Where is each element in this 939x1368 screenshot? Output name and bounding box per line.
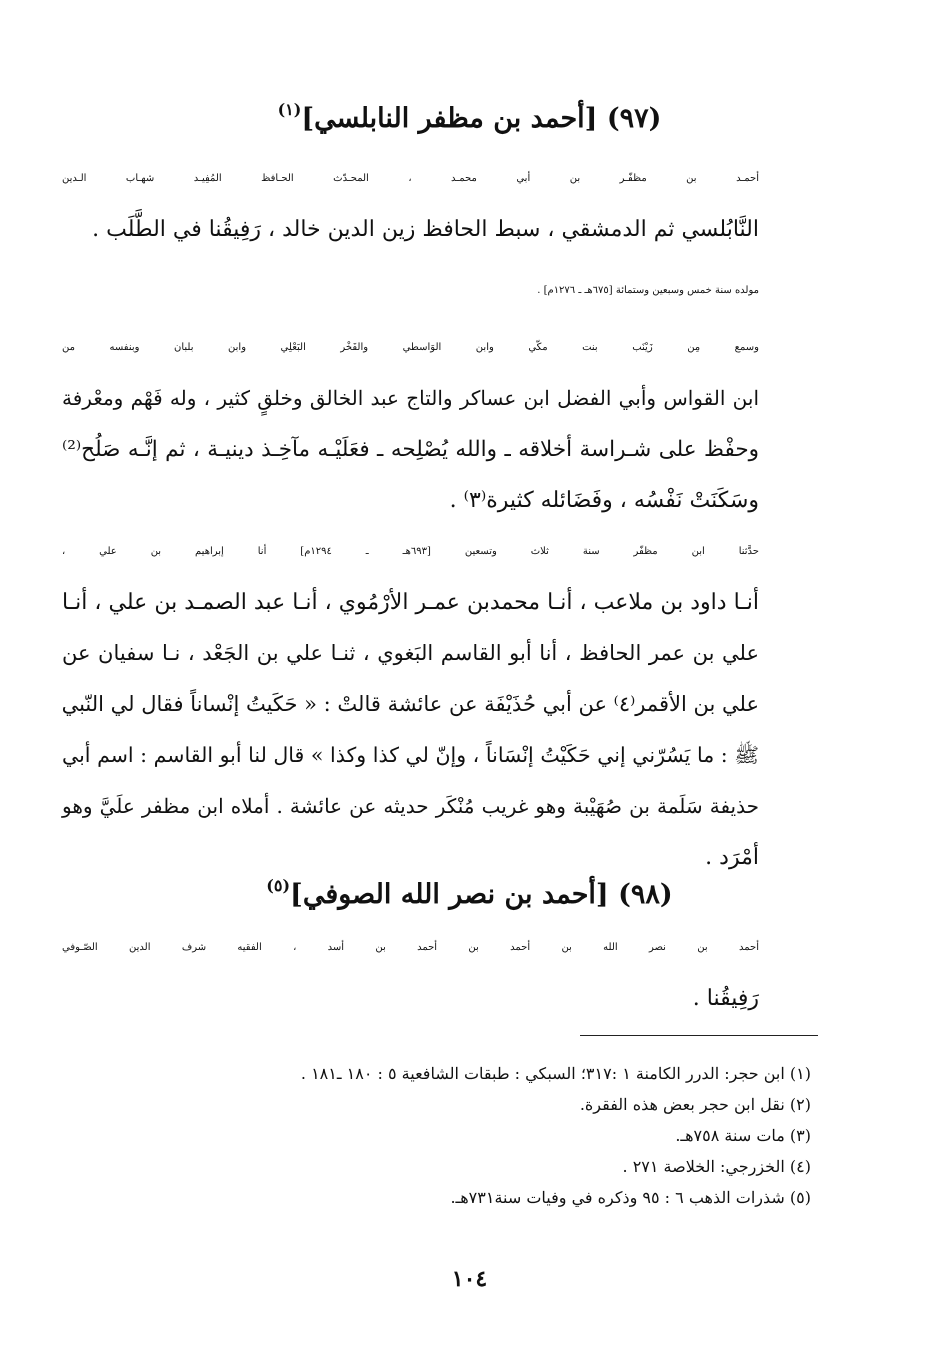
text-line: وسَكَنَتْ نَفْسُه ، وفَضَائله كثيرة⁽٣⁾ .: [449, 488, 759, 513]
text-line: وحفْظ على شـراسة أخلاقه ـ والله يُصْلِحه ـ فعَلَيْـه مآخِـذ دينيـة ، ثم إنَّـه صَلُح⁽²⁾: [62, 437, 759, 462]
text-line: أحمـد بن مظفّـر بن أبي محمـد ، المحـدّث الحـافظ المُفِيـد شهـاب الـدين: [62, 173, 759, 184]
footnote-ref-5: (٥): [266, 876, 291, 895]
paragraph-biography-98: [62, 922, 811, 1024]
text-line: حذيفة سَلَمة بن صُهَيْبة وهو غريب مُنْكَر حديثه عن عائشة . أملاه ابن مظفر علَيَّ وهو: [62, 794, 759, 818]
text-line: ﷺ : ما يَسُرّني إني حَكَيْتُ إنْسَاناً ، وإنّ لي كذا وكذا » قال لنا أبو القاسم : اسم أبي: [62, 743, 759, 767]
text-line: علي بن عمر الحافظ ، أنا أبو القاسم البَغوي ، ثنـا علي بن الجَعْد ، نـا سفيان عن: [62, 641, 759, 665]
text-line: علي بن الأقمر⁽٤⁾ عن أبي حُذَيْفَة عن عائشة قالتْ : « حَكَيتُ إنْساناً فقال لي النّبي: [61, 692, 759, 716]
text-line: رَفِيقُنا .: [692, 986, 759, 1011]
entry-heading-98-text: (٩٨) [أحمد بن نصر الله الصوفي]: [290, 879, 673, 910]
footnotes: [62, 1058, 811, 1213]
text-line: أمْرَد .: [705, 845, 759, 870]
paragraph-birth: [62, 265, 811, 316]
footnote-ref-1: (١): [277, 100, 302, 119]
text-line: مولده سنة خمس وسبعين وستمائة [٦٧٥هـ ـ ١٢٧٦م] .: [537, 285, 759, 296]
paragraph-biography-97: [62, 153, 811, 255]
footnote-item: (١) ابن حجر: الدرر الكامنة ١ :٣١٧؛ السبكي : طبقات الشافعية ٥ : ١٨٠ ـ١٨١ .: [300, 1064, 811, 1083]
entry-heading-97-text: (٩٧) [أحمد بن مظفر النابلسي]: [301, 103, 662, 134]
paragraph-teachers: [62, 322, 811, 526]
footnote-item: (٣) مات سنة ٧٥٨هـ.: [675, 1126, 811, 1145]
footnote-item: (٥) شذرات الذهب ٦ : ٩٥ وذكره في وفيات سنة٧٣١هـ.: [450, 1188, 811, 1207]
text-line: وسمع مِن زَيْنَب بنت مكّي وابن الوَاسطي والفَخْر البَعْلِي وابن بلبان وبنفسه من: [62, 342, 759, 353]
page-number: ١٠٤: [451, 1266, 488, 1292]
text-line: أحمد بن نصر الله بن أحمد بن أحمد بن أسد ، الفقيه شرف الدين الصّـوفي: [62, 942, 759, 953]
footnote-divider: [580, 1035, 818, 1036]
text-line: ابن القواس وأبي الفضل ابن عساكر والتاج عبد الخالق وخلقٍ كثير ، وله فَهْم ومعْرفة: [62, 386, 759, 410]
entry-heading-98: [60, 866, 879, 915]
text-line: النَّابُلسي ثم الدمشقي ، سبط الحافظ زين الدين خالد ، رَفِيقُنا في الطَّلَب .: [92, 217, 759, 242]
footnote-item: (٢) نقل ابن حجر بعض هذه الفقرة.: [579, 1095, 811, 1114]
footnote-item: (٤) الخزرجي: الخلاصة ٢٧١ .: [622, 1157, 811, 1176]
entry-heading-97: [60, 90, 879, 139]
text-line: أنـا داود بن ملاعب ، أنـا محمدبن عمـر الأرْمُوي ، أنـا عبد الصمـد بن علي ، أنـا: [62, 590, 759, 615]
text-line: حدَّثنا ابن مظفّر سنة ثلاث وتسعين [٦٩٣هـ ـ ١٢٩٤م] أنا إبراهيم بن علي ،: [62, 546, 759, 557]
paragraph-hadith: [62, 526, 811, 883]
